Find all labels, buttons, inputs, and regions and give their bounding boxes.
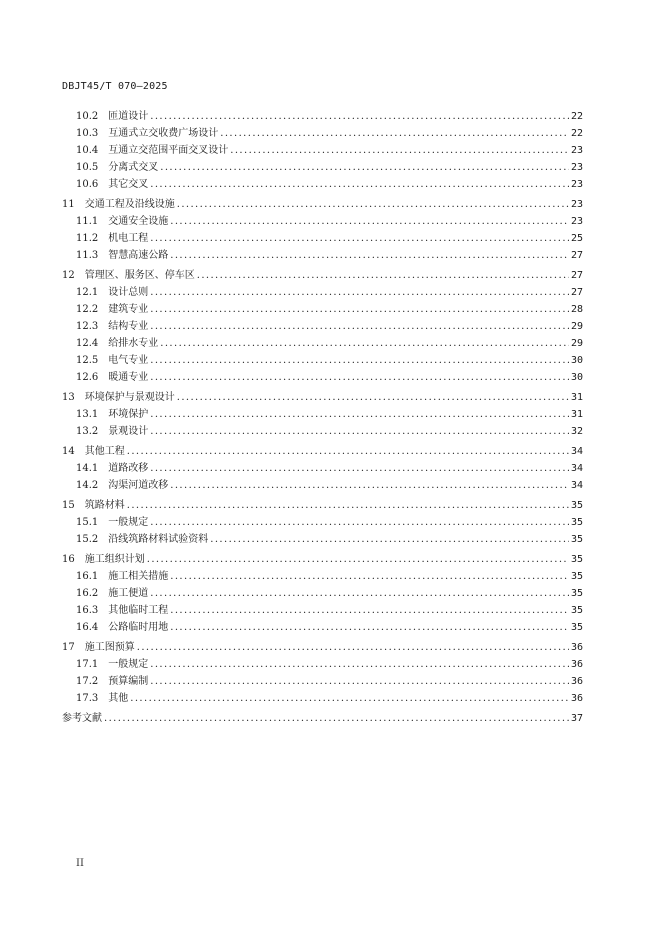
toc-entry-page: 23 bbox=[570, 199, 583, 210]
toc-leader-dots bbox=[160, 335, 569, 352]
toc-entry-number: 17.2 bbox=[76, 676, 99, 687]
toc-section-entry[interactable] bbox=[62, 690, 583, 707]
toc-leader-dots bbox=[177, 389, 569, 406]
toc-entry-title: 施工组织计划 bbox=[84, 554, 145, 565]
toc-entry-page: 36 bbox=[570, 659, 583, 670]
toc-entry-title: 互通立交范围平面交叉设计 bbox=[108, 145, 229, 156]
toc-entry-page: 34 bbox=[570, 463, 583, 474]
toc-entry-page: 35 bbox=[570, 622, 583, 633]
toc-entry-page: 35 bbox=[570, 571, 583, 582]
toc-entry-page: 37 bbox=[570, 713, 583, 724]
toc-section-entry[interactable] bbox=[62, 602, 583, 619]
toc-entry-page: 36 bbox=[570, 693, 583, 704]
toc-leader-dots bbox=[150, 514, 569, 531]
toc-section-entry[interactable] bbox=[62, 619, 583, 636]
toc-entry-number: 16.2 bbox=[76, 588, 99, 599]
toc-entry-title: 道路改移 bbox=[108, 463, 149, 474]
toc-entry-number: 11.2 bbox=[76, 233, 99, 244]
toc-section-entry[interactable] bbox=[62, 301, 583, 318]
toc-entry-title: 筑路材料 bbox=[84, 500, 125, 511]
toc-entry-number: 15.2 bbox=[76, 534, 99, 545]
toc-chapter-entry[interactable] bbox=[62, 196, 583, 213]
toc-leader-dots bbox=[150, 108, 569, 125]
toc-section-entry[interactable] bbox=[62, 352, 583, 369]
toc-entry-title: 建筑专业 bbox=[108, 304, 149, 315]
toc-entry-title: 管理区、服务区、停车区 bbox=[84, 270, 195, 281]
toc-section-entry[interactable] bbox=[62, 423, 583, 440]
toc-leader-dots bbox=[197, 267, 569, 284]
toc-entry-number: 16 bbox=[62, 554, 75, 565]
toc-leader-dots bbox=[150, 176, 569, 193]
toc-entry-page: 35 bbox=[570, 517, 583, 528]
toc-entry-page: 35 bbox=[570, 605, 583, 616]
toc-entry-number: 12 bbox=[62, 270, 75, 281]
toc-section-entry[interactable] bbox=[62, 369, 583, 386]
toc-entry-number: 13 bbox=[62, 392, 75, 403]
toc-entry-number: 10.5 bbox=[76, 162, 99, 173]
toc-entry-number: 11.3 bbox=[76, 250, 99, 261]
toc-section-entry[interactable] bbox=[62, 585, 583, 602]
toc-entry-title: 预算编制 bbox=[108, 676, 149, 687]
toc-section-entry[interactable] bbox=[62, 247, 583, 264]
toc-entry-title: 一般规定 bbox=[108, 659, 149, 670]
toc-entry-title: 沟渠河道改移 bbox=[108, 480, 169, 491]
toc-section-entry[interactable] bbox=[62, 460, 583, 477]
toc-leader-dots bbox=[177, 196, 569, 213]
toc-leader-dots bbox=[127, 443, 569, 460]
toc-entry-page: 27 bbox=[570, 270, 583, 281]
toc-chapter-entry[interactable] bbox=[62, 389, 583, 406]
toc-chapter-entry[interactable] bbox=[62, 267, 583, 284]
toc-entry-page: 35 bbox=[570, 554, 583, 565]
toc-chapter-entry[interactable] bbox=[62, 710, 583, 727]
toc-entry-title: 匝道设计 bbox=[108, 111, 149, 122]
toc-entry-title: 环境保护 bbox=[108, 409, 149, 420]
toc-entry-page: 23 bbox=[570, 179, 583, 190]
toc-section-entry[interactable] bbox=[62, 406, 583, 423]
toc-entry-title: 暖通专业 bbox=[108, 372, 149, 383]
toc-entry-number: 10.4 bbox=[76, 145, 99, 156]
toc-leader-dots bbox=[150, 460, 569, 477]
toc-entry-page: 22 bbox=[570, 128, 583, 139]
toc-entry-title: 环境保护与景观设计 bbox=[84, 392, 175, 403]
toc-entry-title: 其他临时工程 bbox=[108, 605, 169, 616]
toc-entry-page: 34 bbox=[570, 480, 583, 491]
toc-entry-number: 13.1 bbox=[76, 409, 99, 420]
toc-entry-number: 14 bbox=[62, 446, 75, 457]
toc-section-entry[interactable] bbox=[62, 335, 583, 352]
toc-leader-dots bbox=[170, 477, 569, 494]
toc-section-entry[interactable] bbox=[62, 142, 583, 159]
toc-entry-page: 34 bbox=[570, 446, 583, 457]
toc-section-entry[interactable] bbox=[62, 673, 583, 690]
toc-entry-page: 31 bbox=[570, 392, 583, 403]
toc-leader-dots bbox=[150, 406, 569, 423]
toc-entry-number: 17 bbox=[62, 642, 75, 653]
toc-leader-dots bbox=[104, 710, 569, 727]
toc-entry-number: 13.2 bbox=[76, 426, 99, 437]
toc-chapter-entry[interactable] bbox=[62, 443, 583, 460]
toc-section-entry[interactable] bbox=[62, 656, 583, 673]
toc-entry-number: 12.1 bbox=[76, 287, 99, 298]
toc-leader-dots bbox=[127, 497, 569, 514]
toc-entry-number: 11 bbox=[62, 199, 75, 210]
toc-entry-title: 设计总则 bbox=[108, 287, 149, 298]
toc-entry-number: 12.3 bbox=[76, 321, 99, 332]
toc-section-entry[interactable] bbox=[62, 108, 583, 125]
toc-entry-number: 16.4 bbox=[76, 622, 99, 633]
toc-entry-number: 12.2 bbox=[76, 304, 99, 315]
toc-entry-title: 结构专业 bbox=[108, 321, 149, 332]
toc-leader-dots bbox=[147, 551, 569, 568]
toc-section-entry[interactable] bbox=[62, 213, 583, 230]
toc-entry-title: 机电工程 bbox=[108, 233, 149, 244]
page-number: II bbox=[76, 858, 84, 869]
toc-entry-title: 施工相关措施 bbox=[108, 571, 169, 582]
toc-leader-dots bbox=[150, 585, 569, 602]
toc-entry-page: 22 bbox=[570, 111, 583, 122]
toc-section-entry[interactable] bbox=[62, 284, 583, 301]
toc-leader-dots bbox=[130, 690, 569, 707]
toc-section-entry[interactable] bbox=[62, 318, 583, 335]
toc-entry-number: 15.1 bbox=[76, 517, 99, 528]
toc-section-entry[interactable] bbox=[62, 159, 583, 176]
toc-entry-number: 14.1 bbox=[76, 463, 99, 474]
toc-entry-number: 12.5 bbox=[76, 355, 99, 366]
toc-entry-page: 23 bbox=[570, 162, 583, 173]
toc-entry-title: 公路临时用地 bbox=[108, 622, 169, 633]
toc-leader-dots bbox=[150, 284, 569, 301]
toc-chapter-entry[interactable] bbox=[62, 551, 583, 568]
toc-section-entry[interactable] bbox=[62, 477, 583, 494]
toc-entry-title: 一般规定 bbox=[108, 517, 149, 528]
toc-entry-page: 30 bbox=[570, 372, 583, 383]
toc-entry-title: 其他工程 bbox=[84, 446, 125, 457]
toc-entry-title: 交通安全设施 bbox=[108, 216, 169, 227]
table-of-contents bbox=[62, 108, 583, 727]
toc-leader-dots bbox=[170, 247, 569, 264]
toc-section-entry[interactable] bbox=[62, 531, 583, 548]
toc-leader-dots bbox=[210, 531, 569, 548]
toc-entry-page: 35 bbox=[570, 500, 583, 511]
toc-entry-title: 电气专业 bbox=[108, 355, 149, 366]
toc-leader-dots bbox=[230, 142, 569, 159]
toc-entry-title: 互通式立交收费广场设计 bbox=[108, 128, 219, 139]
toc-entry-page: 30 bbox=[570, 355, 583, 366]
toc-chapter-entry[interactable] bbox=[62, 639, 583, 656]
toc-entry-number: 15 bbox=[62, 500, 75, 511]
toc-entry-page: 36 bbox=[570, 642, 583, 653]
toc-entry-page: 31 bbox=[570, 409, 583, 420]
toc-leader-dots bbox=[170, 602, 569, 619]
toc-section-entry[interactable] bbox=[62, 514, 583, 531]
toc-entry-title: 景观设计 bbox=[108, 426, 149, 437]
toc-entry-title: 智慧高速公路 bbox=[108, 250, 169, 261]
toc-entry-title: 沿线筑路材料试验资料 bbox=[108, 534, 209, 545]
toc-entry-page: 36 bbox=[570, 676, 583, 687]
toc-entry-number: 12.4 bbox=[76, 338, 99, 349]
toc-entry-title: 施工图预算 bbox=[84, 642, 135, 653]
toc-leader-dots bbox=[170, 619, 569, 636]
toc-entry-number: 10.3 bbox=[76, 128, 99, 139]
toc-entry-number: 17.1 bbox=[76, 659, 99, 670]
toc-entry-title: 分离式交叉 bbox=[108, 162, 159, 173]
toc-entry-page: 27 bbox=[570, 287, 583, 298]
toc-entry-title: 交通工程及沿线设施 bbox=[84, 199, 175, 210]
toc-section-entry[interactable] bbox=[62, 125, 583, 142]
toc-leader-dots bbox=[150, 656, 569, 673]
toc-entry-number: 12.6 bbox=[76, 372, 99, 383]
toc-entry-page: 35 bbox=[570, 534, 583, 545]
toc-entry-page: 32 bbox=[570, 426, 583, 437]
toc-entry-page: 23 bbox=[570, 216, 583, 227]
toc-entry-number: 17.3 bbox=[76, 693, 99, 704]
toc-leader-dots bbox=[150, 301, 569, 318]
toc-section-entry[interactable] bbox=[62, 230, 583, 247]
toc-entry-number: 14.2 bbox=[76, 480, 99, 491]
toc-leader-dots bbox=[150, 423, 569, 440]
toc-section-entry[interactable] bbox=[62, 568, 583, 585]
toc-entry-title: 给排水专业 bbox=[108, 338, 159, 349]
toc-entry-title: 参考文献 bbox=[62, 713, 102, 724]
toc-entry-number: 16.1 bbox=[76, 571, 99, 582]
toc-leader-dots bbox=[150, 369, 569, 386]
toc-entry-page: 23 bbox=[570, 145, 583, 156]
toc-entry-number: 16.3 bbox=[76, 605, 99, 616]
toc-section-entry[interactable] bbox=[62, 176, 583, 193]
toc-leader-dots bbox=[150, 318, 569, 335]
toc-entry-page: 35 bbox=[570, 588, 583, 599]
toc-leader-dots bbox=[170, 213, 569, 230]
toc-entry-page: 28 bbox=[570, 304, 583, 315]
toc-entry-number: 10.2 bbox=[76, 111, 99, 122]
toc-entry-page: 29 bbox=[570, 321, 583, 332]
toc-chapter-entry[interactable] bbox=[62, 497, 583, 514]
toc-leader-dots bbox=[137, 639, 569, 656]
toc-leader-dots bbox=[150, 230, 569, 247]
toc-entry-number: 11.1 bbox=[76, 216, 99, 227]
toc-entry-title: 其他 bbox=[108, 693, 129, 704]
toc-entry-title: 其它交叉 bbox=[108, 179, 149, 190]
toc-entry-page: 29 bbox=[570, 338, 583, 349]
toc-leader-dots bbox=[220, 125, 569, 142]
toc-entry-page: 27 bbox=[570, 250, 583, 261]
toc-leader-dots bbox=[150, 673, 569, 690]
document-code: DBJT45/T 070—2025 bbox=[62, 81, 168, 92]
toc-entry-page: 25 bbox=[570, 233, 583, 244]
toc-entry-number: 10.6 bbox=[76, 179, 99, 190]
toc-leader-dots bbox=[170, 568, 569, 585]
toc-leader-dots bbox=[150, 352, 569, 369]
toc-leader-dots bbox=[160, 159, 569, 176]
toc-entry-title: 施工便道 bbox=[108, 588, 149, 599]
